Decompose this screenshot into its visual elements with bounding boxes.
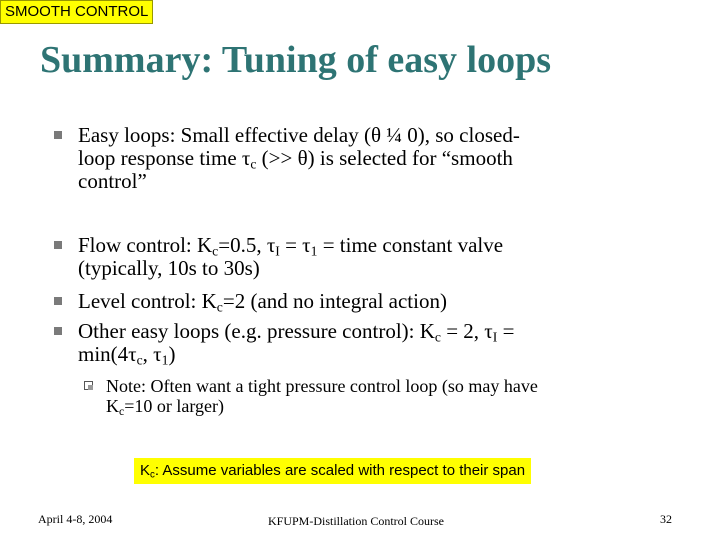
footer-course: KFUPM-Distillation Control Course	[268, 514, 445, 528]
bullet-easy-loops-line3: control”	[78, 169, 147, 193]
bullet-marker-icon	[54, 131, 62, 139]
bullet-flow-control-line1: Flow control: $K_c=0.5$, $\tau_I = \tau_1$ = time constant valve	[78, 233, 504, 259]
bullet-flow-control	[78, 234, 653, 280]
footer-page-number: 32	[660, 512, 672, 526]
bullet-other-loops-line2: $\min(4\tau_c$, $\tau_1$)	[78, 342, 176, 368]
bullet-easy-loops-line2: loop response time $\tau_c$ (>> θ) is selected for “smooth	[78, 146, 513, 172]
bullet-other-loops-line1: Other easy loops (e.g. pressure control): $K_c = 2$, $\tau_I$ =	[78, 319, 515, 345]
bullet-level-control-line1: Level control: $K_c=2$ (and no integral action)	[78, 289, 447, 315]
slide-title: Summary: Tuning of easy loops	[40, 39, 552, 81]
bullet-level-control	[78, 290, 653, 313]
highlight-note: $K_c$: Assume variables are scaled with respect to their span	[134, 458, 531, 484]
sub-bullet-marker-icon	[84, 381, 93, 390]
sub-bullet-note	[106, 376, 666, 416]
bullet-easy-loops	[78, 124, 653, 193]
bullet-other-loops	[78, 320, 653, 366]
bullet-marker-icon	[54, 327, 62, 335]
bullet-marker-icon	[54, 241, 62, 249]
section-tag: SMOOTH CONTROL	[0, 0, 153, 24]
sub-bullet-note-line1: Note: Often want a tight pressure control loop (so may have	[106, 376, 538, 396]
sub-bullet-note-line2: $K_c=10$ or larger)	[106, 396, 224, 418]
bullet-flow-control-line2: (typically, 10s to 30s)	[78, 256, 260, 280]
bullet-marker-icon	[54, 297, 62, 305]
bullet-easy-loops-line1: Easy loops: Small effective delay (θ ¼ 0), so closed-	[78, 123, 520, 147]
footer-date: April 4-8, 2004	[38, 512, 113, 526]
